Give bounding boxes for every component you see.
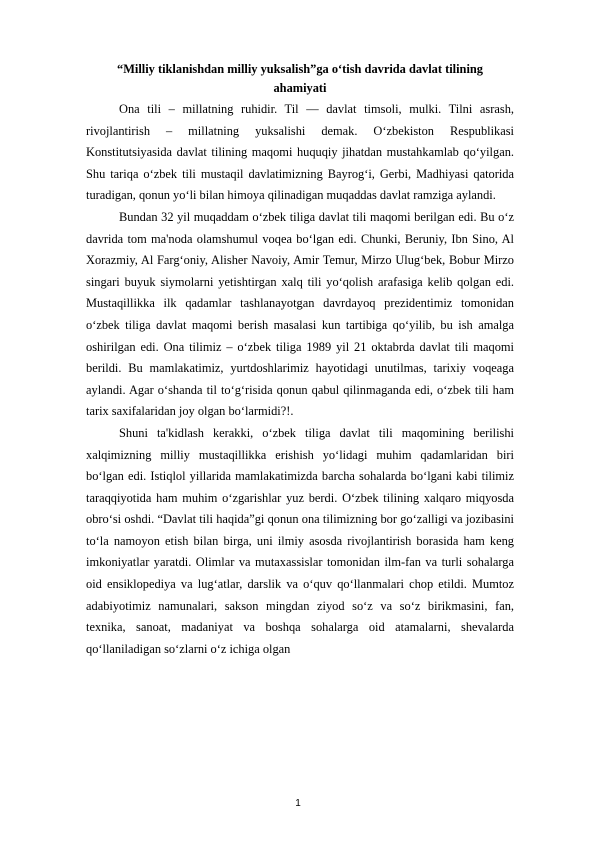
document-page [86,60,514,660]
paragraph-1: Ona tili – millatning ruhidir. Til — davlat timsoli, mulki. Tilni asrash, rivojlantirish – millatning yuksalishi demak. O‘zbekiston Respublikasi Konstitutsiyasida davlat tilining maqomi huquqiy jihatdan mustahkamlab qo‘yilgan. Shu tariqa o‘zbek tili mustaqil davlatimizning Bayrog‘i, Gerbi, Madhiyasi qatorida turadigan, qonun yo‘li bilan himoya qilinadigan muqaddas davlat ramziga aylandi. [86,102,514,203]
document-title [86,60,514,98]
page-number: 1 [295,798,301,809]
paragraph-3: Shuni ta'kidlash kerakki, o‘zbek tiliga davlat tili maqomining berilishi xalqimizning milliy mustaqillikka erishish yo‘lidagi muhim qadamlaridan biri bo‘lgan edi. Istiqlol yillarida mamlakatimizda barcha sohalarda bo‘lgani kabi tilimiz taraqqiyotida ham muhim o‘zgarishlar yuz berdi. O‘zbek tilining xalqaro miqyosda obro‘si oshdi. “Davlat tili haqida”gi qonun ona tilimizning bor go‘zalligi va jozibasini to‘la namoyon etish bilan birga, uni ilmiy asosda rivojlantirish borasida ham keng imkoniyatlar yaratdi. Olimlar va mutaxassislar tomonidan ilm-fan va turli sohalarga oid ensiklopediya va lug‘atlar, darslik va o‘quv qo‘llanmalari chop etildi. Mumtoz adabiyotimiz namunalari, sakson mingdan ziyod so‘z va so‘z birikmasini, fan, texnika, sanoat, madaniyat va boshqa sohalarga oid atamalarni, shevalarda qo‘llaniladigan so‘zlarni o‘z ichiga olgan [86,425,514,656]
title-line-2: ahamiyati [273,81,327,95]
title-line-1: “Milliy tiklanishdan milliy yuksalish”ga o‘tish davrida davlat tilining [117,62,483,76]
paragraph-2: Bundan 32 yil muqaddam o‘zbek tiliga davlat tili maqomi berilgan edi. Bu o‘z davrida tom ma'noda olamshumul voqea bo‘lgan edi. Chunki, Beruniy, Ibn Sino, Al Xorazmiy, Al Farg‘oniy, Alisher Navoiy, Amir Temur, Mirzo Ulug‘bek, Bobur Mirzo singari buyuk siymolarni yetishtirgan xalq tili yo‘qolish arafasiga kelib qolgan edi. Mustaqillikka ilk qadamlar tashlanayotgan davrdayoq prezidentimiz tomonidan o‘zbek tiliga davlat maqomi berish masalasi kun tartibiga qo‘yilib, bu ish amalga oshirilgan edi. Ona tilimiz – o‘zbek tiliga 1989 yil 21 oktabrda davlat tili maqomi berildi. Bu mamlakatimiz, yurtdoshlarimiz hayotidagi unutilmas, tarixiy voqeaga aylandi. Agar o‘shanda til to‘g‘risida qonun qabul qilinmaganda edi, o‘zbek tili ham tarix saxifalaridan joy olgan bo‘larmidi?!. [86,209,514,419]
